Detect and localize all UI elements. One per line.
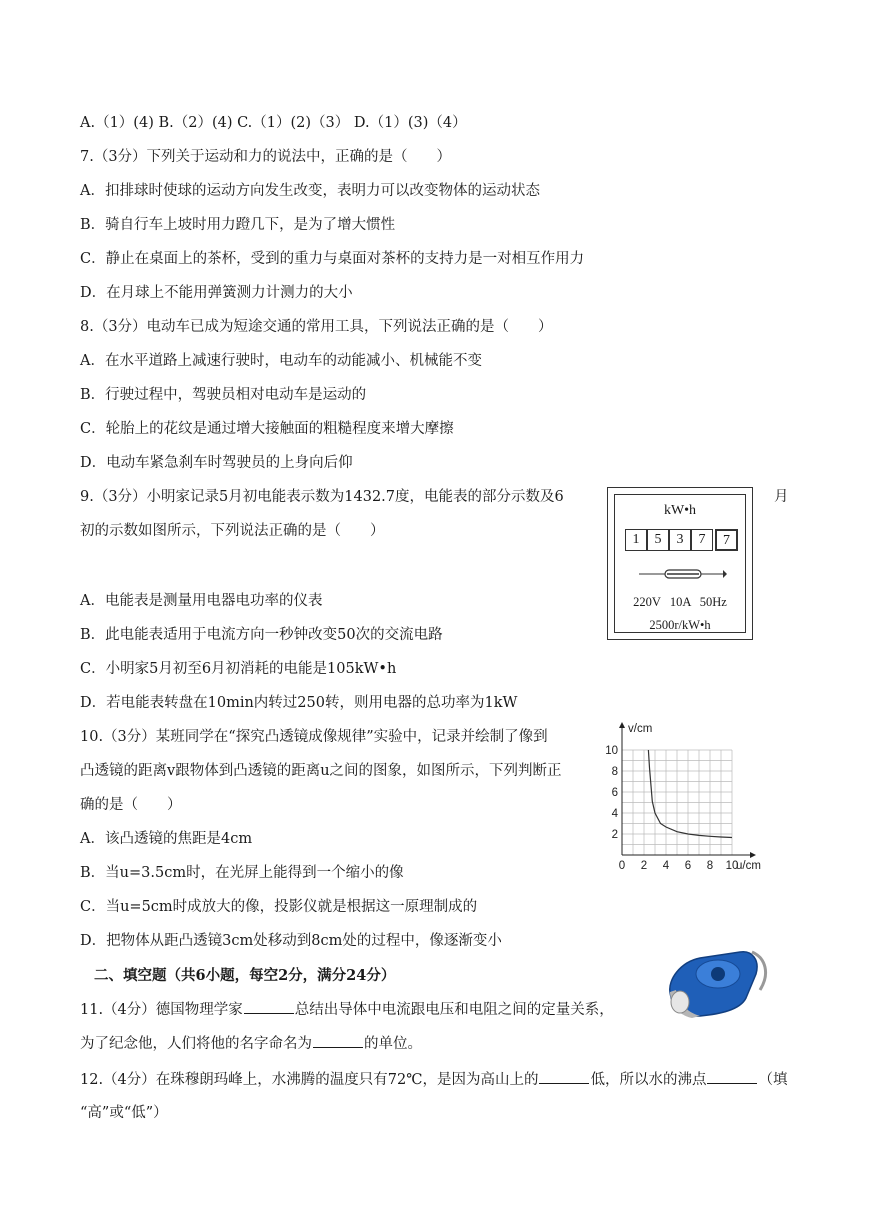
q7-option-d: D．在月球上不能用弹簧测力计测力的大小 — [80, 285, 353, 301]
q12-blank-1[interactable] — [539, 1069, 589, 1084]
x-tick-label: 6 — [684, 860, 692, 872]
q11-line2 — [80, 1033, 422, 1054]
y-tick-label: 8 — [611, 766, 618, 778]
q10-option-d: D．把物体从距凸透镜3cm处移动到8cm处的过程中，像逐渐变小 — [80, 933, 502, 949]
q8-option-b: B．行驶过程中，驾驶员相对电动车是运动的 — [80, 387, 367, 403]
q12-blank-2[interactable] — [707, 1069, 757, 1084]
y-tick-label: 2 — [611, 829, 618, 841]
q7-stem: 7.（3分）下列关于运动和力的说法中，正确的是（ ） — [80, 149, 452, 165]
q6-options: A.（1）(4) B.（2）(4) C.（1）(2)（3） D.（1）(3)（4） — [80, 115, 467, 131]
y-tick-label: 10 — [605, 745, 618, 757]
hand-crank-flashlight-image — [660, 940, 775, 1025]
x-tick-label: 4 — [662, 860, 670, 872]
q12-text-part1: 12.（4分）在珠穆朗玛峰上，水沸腾的温度只有72℃，是因为高山上的 — [80, 1072, 539, 1088]
x-axis-arrow — [750, 852, 756, 858]
q12-line2: “高”或“低”） — [80, 1105, 168, 1121]
q10-stem-line3: 确的是（ ） — [80, 797, 182, 813]
q12-text-part3: （填 — [758, 1072, 788, 1088]
y-axis-label: v/cm — [628, 723, 653, 735]
y-tick-label: 6 — [611, 787, 618, 799]
q10-stem-line1: 10.（3分）某班同学在“探究凸透镜成像规律”实验中，记录并绘制了像到 — [80, 729, 548, 745]
x-axis-label: u/cm — [736, 860, 761, 872]
q7-option-b: B．骑自行车上坡时用力蹬几下，是为了增大惯性 — [80, 217, 396, 233]
q12-line1 — [80, 1069, 787, 1090]
q11-text-part1: 11.（4分）德国物理学家 — [80, 1002, 243, 1018]
x-tick-label: 10 — [725, 860, 739, 872]
q10-stem-line2: 凸透镜的距离v跟物体到凸透镜的距离u之间的图象，如图所示，下列判断正 — [80, 763, 562, 779]
meter-unit-label: kW•h — [663, 503, 697, 518]
q12-text-part2: 低，所以水的沸点 — [590, 1072, 707, 1088]
q9-option-d: D．若电能表转盘在10min内转过250转，则用电器的总功率为1kW — [80, 695, 518, 711]
q9-stem-line1: 9.（3分）小明家记录5月初电能表示数为1432.7度，电能表的部分示数及6 — [80, 489, 564, 505]
q8-option-c: C．轮胎上的花纹是通过增大接触面的粗糙程度来增大摩擦 — [80, 421, 454, 437]
q11-blank-1[interactable] — [244, 999, 294, 1014]
electric-meter-face — [614, 494, 746, 633]
v-u-curve-line — [648, 750, 732, 838]
meter-digit: 7 — [691, 529, 713, 551]
x-tick-label: 8 — [706, 860, 714, 872]
electric-meter-figure — [607, 487, 753, 640]
q8-option-d: D．电动车紧急刹车时驾驶员的上身向后仰 — [80, 455, 353, 471]
q11-text-line2-part2: 的单位。 — [364, 1036, 422, 1052]
q10-option-a: A．该凸透镜的焦距是4cm — [80, 831, 253, 847]
meter-digit-decimal: 7 — [715, 529, 738, 551]
meter-specs: 220V 10A 50Hz — [633, 595, 727, 609]
meter-digit: 1 — [625, 529, 647, 551]
x-tick-label: 2 — [640, 860, 648, 872]
q11-text-part2: 总结出导体中电流跟电压和电阻之间的定量关系， — [294, 1002, 614, 1018]
q9-option-b: B．此电能表适用于电流方向一秒钟改变50次的交流电路 — [80, 627, 443, 643]
y-axis-arrow — [619, 722, 625, 728]
q11-blank-2[interactable] — [313, 1033, 363, 1048]
x-tick-label: 0 — [618, 860, 626, 872]
q11-text-line2-part1: 为了纪念他，人们将他的名字命名为 — [80, 1036, 312, 1052]
q9-stem-month: 月 — [774, 489, 789, 505]
meter-disc-icon — [637, 567, 727, 581]
meter-digit: 3 — [669, 529, 691, 551]
q10-option-b: B．当u=3.5cm时，在光屏上能得到一个缩小的像 — [80, 865, 404, 881]
q9-stem-line2: 初的示数如图所示，下列说法正确的是（ ） — [80, 523, 385, 539]
q10-option-c: C．当u=5cm时成放大的像，投影仪就是根据这一原理制成的 — [80, 899, 478, 915]
meter-digits — [625, 529, 738, 551]
q11-line1 — [80, 999, 614, 1020]
section-2-heading: 二、填空题（共6小题，每空2分，满分24分） — [94, 967, 396, 984]
y-tick-label: 4 — [611, 808, 618, 820]
q7-option-a: A．扣排球时使球的运动方向发生改变，表明力可以改变物体的运动状态 — [80, 183, 540, 199]
meter-revolutions: 2500r/kW•h — [649, 618, 711, 632]
q8-stem: 8.（3分）电动车已成为短途交通的常用工具，下列说法正确的是（ ） — [80, 319, 553, 335]
q9-option-c: C．小明家5月初至6月初消耗的电能是105kW•h — [80, 661, 397, 677]
q9-option-a: A．电能表是测量用电器电功率的仪表 — [80, 593, 323, 609]
q8-option-a: A．在水平道路上减速行驶时，电动车的动能减小、机械能不变 — [80, 353, 482, 369]
q7-option-c: C．静止在桌面上的茶杯，受到的重力与桌面对茶杯的支持力是一对相互作用力 — [80, 251, 585, 267]
lens-image-distance-chart — [600, 718, 780, 878]
meter-digit: 5 — [647, 529, 669, 551]
